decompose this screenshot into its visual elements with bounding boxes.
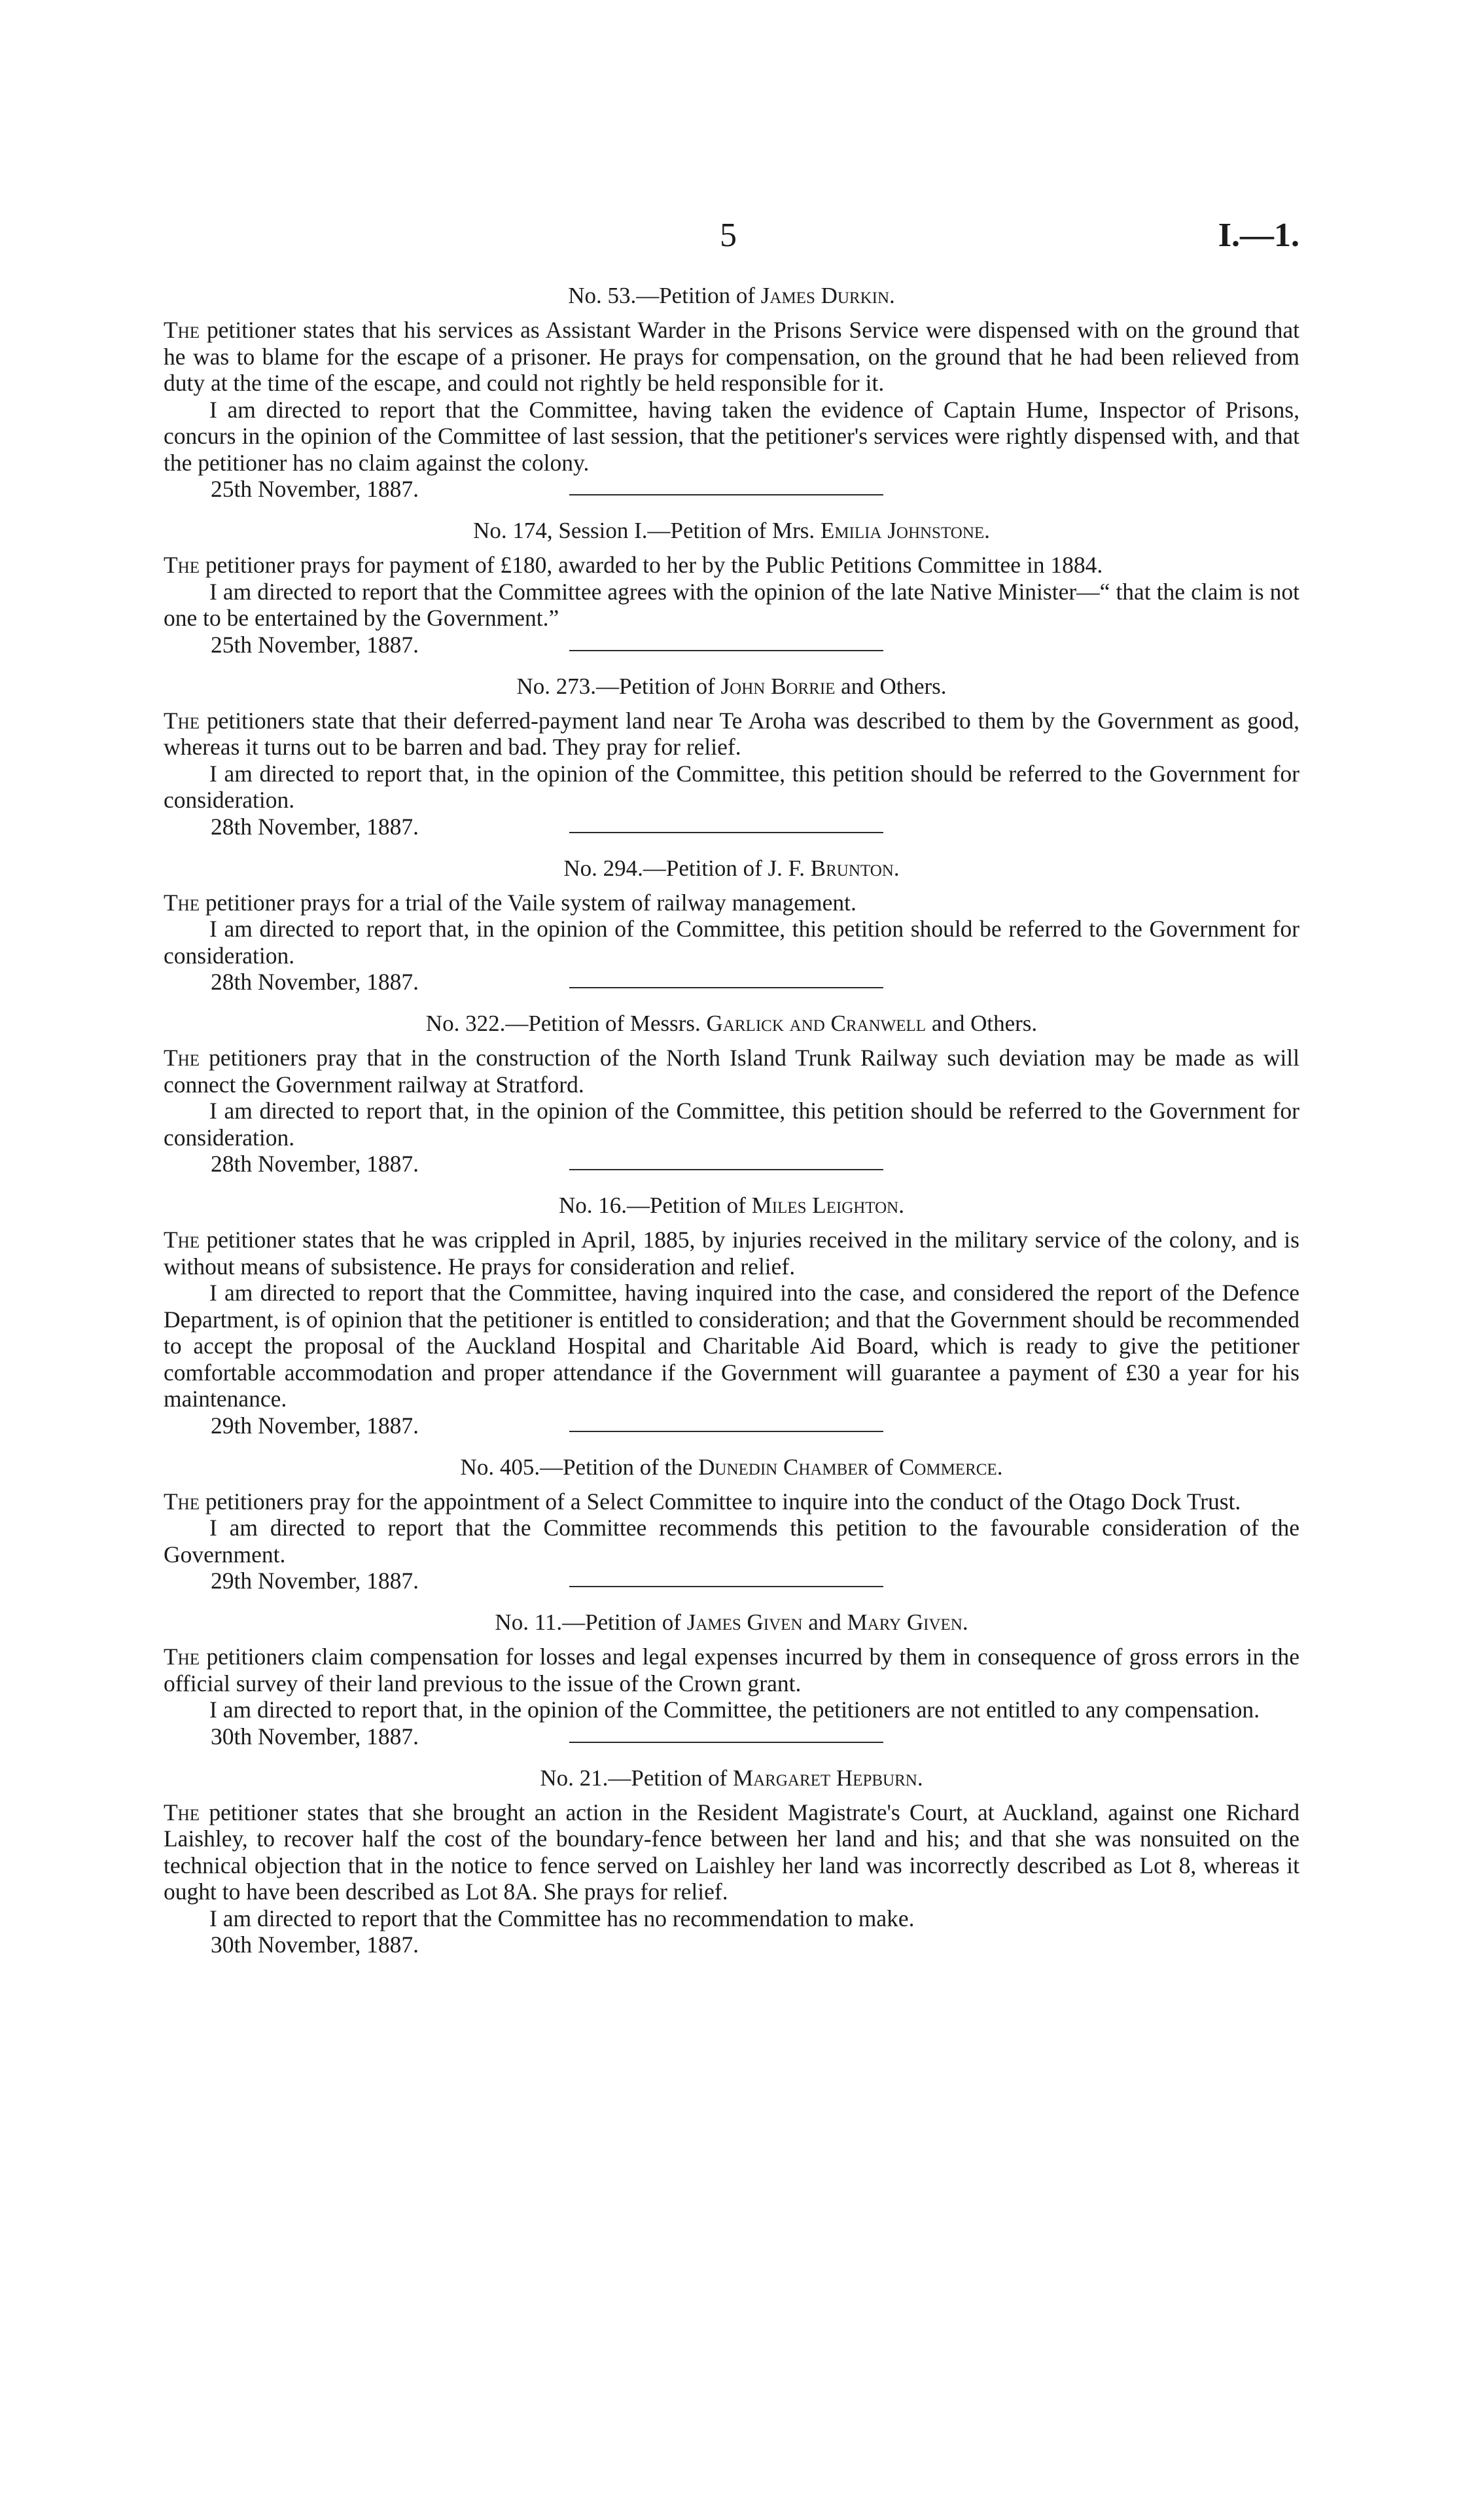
section-divider bbox=[569, 494, 883, 495]
report-date: 28th November, 1887. bbox=[211, 813, 419, 840]
section-divider bbox=[569, 1169, 883, 1170]
committee-report: I am directed to report that the Committee recommends this petition to the favourable consideration of the Government. bbox=[164, 1515, 1299, 1568]
page-header bbox=[164, 216, 1299, 268]
petition-statement: The petitioner states that he was crippled in April, 1885, by injuries received in the military service of the colony, and is without means of subsistence. He prays for consideration and relief. bbox=[164, 1227, 1299, 1280]
petition-statement: The petitioner states that she brought an action in the Resident Magistrate's Court, at Auckland, against one Richard Laishley, to recover half the cost of the boundary-fence between her land and his; and that she was nonsuited on the technical objection that in the notice to fence served on Laishley her land was incorrectly described as Lot 8, whereas it ought to have been described as Lot 8A. She prays for relief. bbox=[164, 1799, 1299, 1905]
petitioner-name: John Borrie bbox=[720, 673, 836, 699]
petitioner-name: Commerce bbox=[898, 1454, 997, 1480]
petition-title: No. 21.—Petition of Margaret Hepburn. bbox=[540, 1765, 923, 1791]
report-date-row bbox=[164, 1412, 1299, 1440]
petition-title: No. 322.—Petition of Messrs. Garlick and Cranwell and Others. bbox=[425, 1011, 1038, 1036]
petition-section bbox=[164, 674, 1299, 841]
petition-title: No. 53.—Petition of James Durkin. bbox=[568, 283, 895, 308]
section-divider bbox=[569, 1586, 883, 1587]
report-date: 25th November, 1887. bbox=[211, 631, 419, 658]
petition-section bbox=[164, 1609, 1299, 1751]
petitioner-name: Mary Given bbox=[847, 1609, 963, 1635]
committee-report: I am directed to report that the Committee agrees with the opinion of the late Native Minister—“ that the claim is not one to be entertained by the Government.” bbox=[164, 578, 1299, 631]
petition-statement: The petitioners pray for the appointment of a Select Committee to inquire into the conduct of the Otago Dock Trust. bbox=[164, 1488, 1241, 1515]
report-date-row bbox=[164, 1723, 1299, 1751]
petitioner-name: Miles Leighton bbox=[751, 1193, 899, 1218]
committee-report: I am directed to report that, in the opinion of the Committee, the petitioners are not entitled to any compensation. bbox=[209, 1697, 1260, 1723]
petition-section bbox=[164, 855, 1299, 997]
report-date-row bbox=[164, 476, 1299, 503]
report-date: 29th November, 1887. bbox=[211, 1568, 419, 1594]
section-divider bbox=[569, 1431, 883, 1432]
committee-report: I am directed to report that the Committee, having taken the evidence of Captain Hume, Inspector of Prisons, concurs in the opinion of the Committee of last session, that the petitioner's services were rightly dispensed with, and that the petitioner has no claim against the colony. bbox=[164, 396, 1299, 476]
committee-report: I am directed to report that the Committee, having inquired into the case, and considered the report of the Defence Department, is of opinion that the petitioner is entitled to consideration; and that the Government should be recommended to accept the proposal of the Auckland Hospital and Charitable Aid Board, which is ready to give the petitioner comfortable accommodation and proper attendance if the Government will guarantee a payment of £30 a year for his maintenance. bbox=[164, 1280, 1299, 1412]
petition-statement: The petitioner prays for payment of £180, awarded to her by the Public Petitions Committee in 1884. bbox=[164, 552, 1103, 578]
report-date-row bbox=[164, 1568, 1299, 1595]
petition-title: No. 16.—Petition of Miles Leighton. bbox=[559, 1193, 904, 1218]
petition-statement: The petitioner prays for a trial of the Vaile system of railway management. bbox=[164, 889, 857, 916]
petition-section bbox=[164, 283, 1299, 503]
petition-section bbox=[164, 1765, 1299, 1960]
report-date: 30th November, 1887. bbox=[211, 1931, 419, 1958]
report-date-row bbox=[164, 632, 1299, 659]
section-divider bbox=[569, 832, 883, 833]
report-date: 29th November, 1887. bbox=[211, 1412, 419, 1439]
paper-reference: I.—1. bbox=[1218, 217, 1299, 254]
committee-report: I am directed to report that, in the opinion of the Committee, this petition should be referred to the Government for consideration. bbox=[164, 760, 1299, 813]
petitioner-name: Margaret Hepburn bbox=[732, 1765, 917, 1791]
petition-statement: The petitioners claim compensation for losses and legal expenses incurred by them in consequence of gross errors in the official survey of their land previous to the issue of the Crown grant. bbox=[164, 1644, 1299, 1697]
petition-statement: The petitioners state that their deferred-payment land near Te Aroha was described to them by the Government as good, whereas it turns out to be barren and bad. They pray for relief. bbox=[164, 707, 1299, 760]
petition-title: No. 273.—Petition of John Borrie and Others. bbox=[516, 673, 947, 699]
report-date: 28th November, 1887. bbox=[211, 969, 419, 995]
petitioner-name: Emilia Johnstone bbox=[820, 518, 985, 543]
petitioner-name: James Given bbox=[686, 1609, 803, 1635]
petition-section bbox=[164, 1454, 1299, 1596]
section-divider bbox=[569, 987, 883, 988]
petition-section bbox=[164, 1193, 1299, 1440]
section-divider bbox=[569, 650, 883, 651]
committee-report: I am directed to report that the Committee has no recommendation to make. bbox=[209, 1905, 915, 1931]
petitioner-name: J. F. Brunton bbox=[768, 855, 894, 881]
committee-report: I am directed to report that, in the opinion of the Committee, this petition should be referred to the Government for consideration. bbox=[164, 1098, 1299, 1151]
petition-title: No. 174, Session I.—Petition of Mrs. Emilia Johnstone. bbox=[473, 518, 990, 543]
petition-title: No. 294.—Petition of J. F. Brunton. bbox=[563, 855, 900, 881]
report-date: 28th November, 1887. bbox=[211, 1151, 419, 1177]
section-divider bbox=[569, 1742, 883, 1743]
petition-title: No. 405.—Petition of the Dunedin Chamber of Commerce. bbox=[460, 1454, 1003, 1480]
report-date-row bbox=[164, 969, 1299, 996]
petition-section bbox=[164, 518, 1299, 659]
report-date: 30th November, 1887. bbox=[211, 1723, 419, 1750]
petitioner-name: Garlick and Cranwell bbox=[706, 1011, 927, 1036]
committee-report: I am directed to report that, in the opinion of the Committee, this petition should be referred to the Government for consideration. bbox=[164, 916, 1299, 969]
petition-statement: The petitioner states that his services as Assistant Warder in the Prisons Service were dispensed with on the ground that he was to blame for the escape of a prisoner. He prays for compensation, on the ground that he had been relieved from duty at the time of the escape, and could not rightly be held responsible for it. bbox=[164, 317, 1299, 396]
document-page bbox=[164, 216, 1299, 1959]
petition-title: No. 11.—Petition of James Given and Mary Given. bbox=[495, 1609, 968, 1635]
petitioner-name: James Durkin bbox=[760, 283, 890, 308]
petition-statement: The petitioners pray that in the construction of the North Island Trunk Railway such deviation may be made as will connect the Government railway at Stratford. bbox=[164, 1045, 1299, 1098]
page-number: 5 bbox=[720, 217, 737, 254]
petitioner-name: Dunedin Chamber bbox=[698, 1454, 869, 1480]
report-date-row bbox=[164, 814, 1299, 841]
petition-section bbox=[164, 1011, 1299, 1178]
report-date-row bbox=[164, 1931, 1299, 1959]
report-date-row bbox=[164, 1151, 1299, 1178]
report-date: 25th November, 1887. bbox=[211, 476, 419, 502]
